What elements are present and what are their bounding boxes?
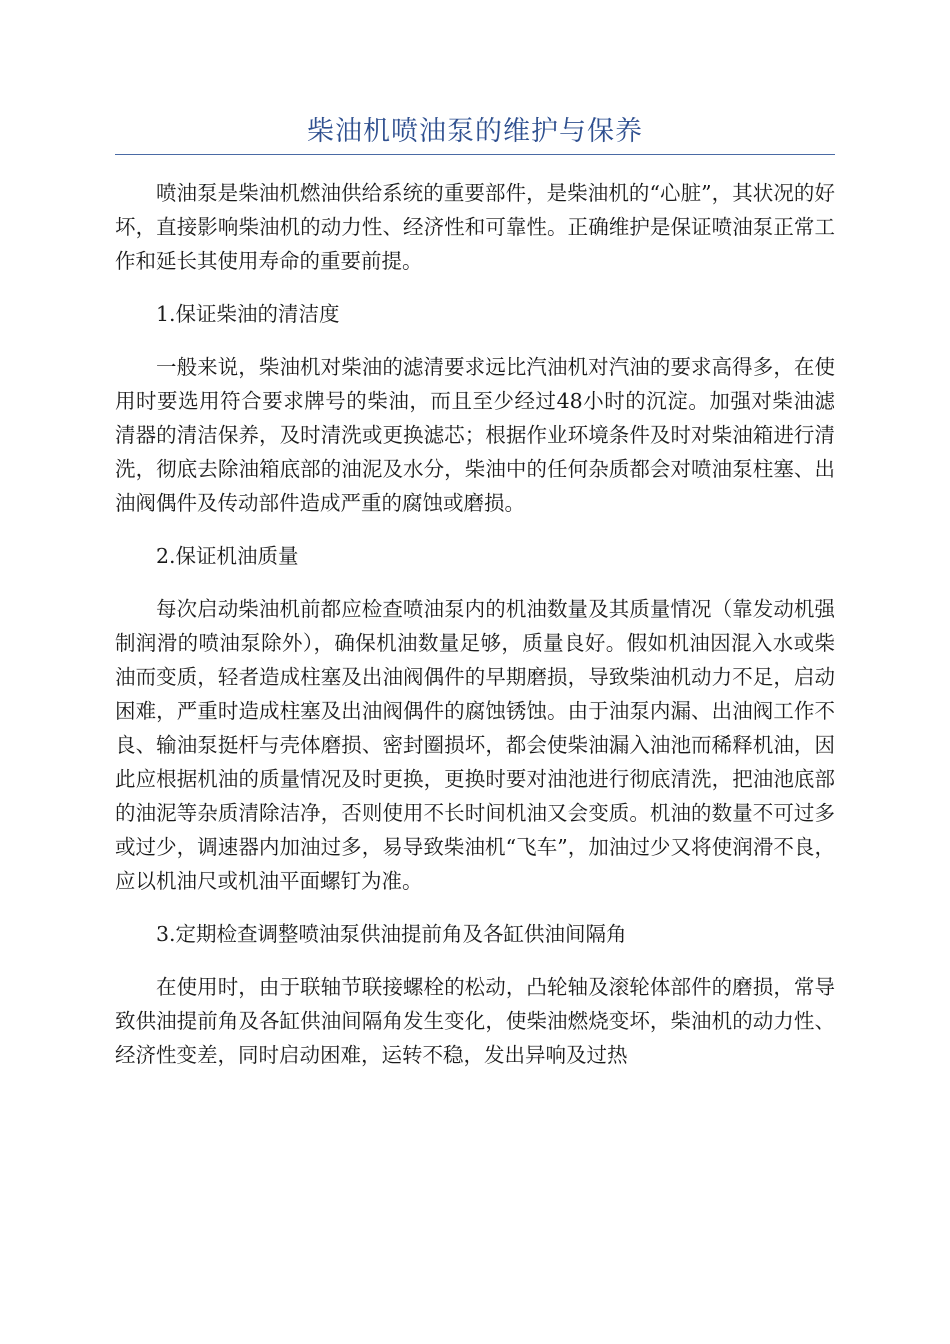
section-2-paragraph: 每次启动柴油机前都应检查喷油泵内的机油数量及其质量情况（靠发动机强制润滑的喷油泵除外），确保机油数量足够，质量良好。假如机油因混入水或柴油而变质，轻者造成柱塞及出油阀偶件的早期磨损，导致柴油机动力不足，启动困难，严重时造成柱塞及出油阀偶件的腐蚀锈蚀。由于油泵内漏、出油阀工作不良、输油泵挺杆与壳体磨损、密封圈损坏，都会使柴油漏入油池而稀释机油，因此应根据机油的质量情况及时更换，更换时要对油池进行彻底清洗，把油池底部的油泥等杂质清除洁净，否则使用不长时间机油又会变质。机油的数量不可过多或过少，调速器内加油过多，易导致柴油机“飞车”，加油过少又将使润滑不良，应以机油尺或机油平面螺钉为准。 [115,597,835,893]
section-1-paragraph: 一般来说，柴油机对柴油的滤清要求远比汽油机对汽油的要求高得多，在使用时要选用符合要求牌号的柴油，而且至少经过48小时的沉淀。加强对柴油滤清器的清洁保养，及时清洗或更换滤芯；根据作业环境条件及时对柴油箱进行清洗，彻底去除油箱底部的油泥及水分，柴油中的任何杂质都会对喷油泵柱塞、出油阀偶件及传动部件造成严重的腐蚀或磨损。 [115,355,835,515]
section-2-heading: 2.保证机油质量 [156,544,299,568]
section-3-paragraph: 在使用时，由于联轴节联接螺栓的松动，凸轮轴及滚轮体部件的磨损，常导致供油提前角及各缸供油间隔角发生变化，使柴油燃烧变坏，柴油机的动力性、经济性变差，同时启动困难，运转不稳，发出异响及过热 [115,975,835,1067]
document-title: 柴油机喷油泵的维护与保养 [307,116,643,147]
section-1-heading: 1.保证柴油的清洁度 [156,302,340,326]
intro-paragraph: 喷油泵是柴油机燃油供给系统的重要部件，是柴油机的“心脏”，其状况的好坏，直接影响柴油机的动力性、经济性和可靠性。正确维护是保证喷油泵正常工作和延长其使用寿命的重要前提。 [115,181,835,273]
section-3-heading: 3.定期检查调整喷油泵供油提前角及各缸供油间隔角 [156,922,627,946]
document-body [115,176,835,1091]
title-underline [115,154,835,155]
